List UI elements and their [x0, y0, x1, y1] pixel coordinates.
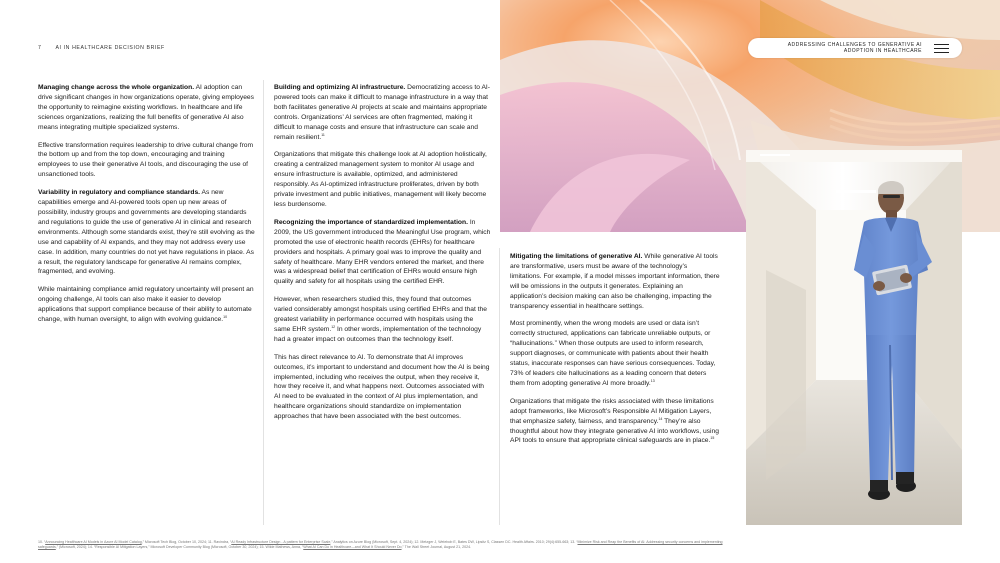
nurse-photo-svg: [746, 150, 962, 525]
nurse-with-tablet-photo: [746, 150, 962, 525]
footnote-ref-11[interactable]: 11: [321, 132, 325, 137]
section-title-pill[interactable]: [748, 38, 962, 58]
footnotes: 10. “Announcing Healthcare AI Models in Azure AI Model Catalog,” Microsoft Tech Blog, October 10, 2024; 11. Ravindra, “AI Ready Infrastructure Design - A pattern for Enterprise Scale,” Analytics on Azure Blog (Microsoft, Sept. 4, 2024); 12. Metzger J, Welebob E, Bates DW, Lipsitz S, Classen DC. Health Affairs. 2010; 29(4):655-663; 13. “Minimize Risk and Reap the Benefits of AI: Addressing security concerns and implementing safeguards,” (Microsoft, 2024); 14. “Responsible AI Mitigation Layers,” Microsoft Developer Community Blog (Microsoft, October 30, 2024); 15. Wilde Mathews, Anna, “What AI Can Do in Healthcare—and What It Should Never Do,” The Wall Street Journal, August 21, 2024.: [38, 540, 723, 550]
page-number: 7: [38, 45, 42, 51]
paragraph-effective-transformation: Effective transformation requires leadership to drive cultural change from the bottom up and from the top down, encouraging and training employees to use their generative AI tools, and discouraging the use of unsanctioned tools.: [38, 141, 254, 179]
text-column-3: [510, 252, 720, 454]
section-title-line1: ADDRESSING CHALLENGES TO GENERATIVE AI: [787, 42, 922, 48]
column-divider-2: [499, 248, 500, 525]
heading-limitations: Mitigating the limitations of generative AI.: [510, 253, 643, 260]
heading-standardized-implementation: Recognizing the importance of standardized implementation.: [274, 218, 468, 226]
paragraph-managing-change: Managing change across the whole organization. AI adoption can drive significant changes in how organizations operate, giving employees the opportunity to reimagine existing workflows. In healthcare and life sciences organizations, realizing the full benefits of generative AI also means integrating multiple specialized systems.: [38, 84, 254, 131]
paragraph-responsible-ai: Organizations that mitigate the risks associated with these limitations adopt frameworks, like Microsoft’s Responsible AI Mitigation Layers, that emphasize safety, fairness, and transparency.$^{14}$ They’re also thoughtful about how they integrate generative AI into workflows, using API tools to ensure that appropriate clinical safeguards are in place.$^{15}$: [510, 397, 719, 445]
footnote-ref-10[interactable]: 10: [223, 315, 228, 320]
hamburger-menu-icon[interactable]: [934, 44, 949, 53]
footnote-ref-12[interactable]: 12: [331, 324, 336, 329]
section-title-line2: ADOPTION IN HEALTHCARE: [843, 48, 922, 55]
paragraph-regulatory-variability: Variability in regulatory and compliance standards. As new capabilities emerge and AI-powered tools open up new areas of possibility, industry groups and governments are developing standards and regulations to guide the use of generative AI in clinical and research environments. Although some standards exist, they’re still evolving as the use and capability of AI expands, and they may not address every use case. In addition, many countries do not yet have regulations in place. As a result, the regulatory landscape for generative AI remains complex, fragmented, and evolving.: [38, 189, 255, 276]
text-column-1: [38, 83, 255, 333]
text-column-2: [274, 83, 491, 430]
paragraph-centralized-management: Organizations that mitigate this challenge look at AI adoption holistically, creating a centralized management system to monitor AI usage and ensure infrastructure is available, optimized, and administered responsibly. As AI-optimized infrastructure proliferates, driven by both private investment and public initiatives, management will likely become less burdensome.: [274, 151, 487, 208]
heading-ai-infrastructure: Building and optimizing AI infrastructure.: [274, 84, 406, 91]
column-divider-1: [263, 80, 264, 525]
paragraph-hallucinations: Most prominently, when the wrong models are used or data isn’t correctly structured, applications can fabricate unreliable outputs, or “hallucinations.” When those outputs are used to inform research, support diagnoses, or communicate with patients about their health status, inaccurate responses can have serious consequences. Today, 73% of leaders cite hallucinations as a leading concern that deters them from adopting generative AI more broadly.$^{13}$: [510, 320, 716, 387]
footnote-ref-14[interactable]: 14: [658, 416, 663, 421]
section-title: [756, 42, 922, 54]
brief-title: AI IN HEALTHCARE DECISION BRIEF: [55, 45, 165, 51]
heading-managing-change: Managing change across the whole organization.: [38, 84, 195, 91]
paragraph-compliance: While maintaining compliance amid regulatory uncertainty will present an ongoing challenge, AI tools can also make it easier to develop applications that support compliance because of their ability to automate change, with human oversight, to align with evolving guidance.$^{10}$: [38, 286, 254, 324]
footnote-ref-15[interactable]: 15: [710, 436, 715, 441]
paragraph-standardized-implementation: Recognizing the importance of standardized implementation. In 2009, the US government introduced the Meaningful Use program, which promoted the use of electronic health records (EHRs) for healthcare providers and hospitals. A primary goal was to improve the quality and safety of healthcare. Many EHR vendors entered the market, and there was a widespread belief that certification of EHRs would ensure high quality and safety for all hospitals using the certified EHR.: [274, 218, 491, 286]
footnote-ref-13[interactable]: 13: [650, 378, 655, 383]
footnote-link-11[interactable]: AI Ready Infrastructure Design - A pattern for Enterprise Scale: [231, 540, 331, 544]
paragraph-limitations: Mitigating the limitations of generative AI. While generative AI tools are transformative, users must be aware of the technology’s limitations. For example, if a model misses important information, there will be omissions in the outputs it generates. Explaining an application’s decision making can also be challenging, impacting the transparency essential in healthcare settings.: [510, 253, 720, 310]
paragraph-ehr-outcomes: However, when researchers studied this, they found that outcomes varied considerably amongst hospitals using certified EHRs and that the greatest variability in performance occurred with hospitals using the same EHR system.$^{12}$ In other words, implementation of the technology had a greater impact on outcomes than the technology itself.: [274, 296, 488, 343]
paragraph-ai-relevance: This has direct relevance to AI. To demonstrate that AI improves outcomes, it’s important to understand and document how the AI is being implemented, including who receives the output, when they receive it, how they receive it, and what happens next. Outcomes associated with AI need to be evaluated in the context of AI plus implementation, and healthcare organizations should standardize on implementation approaches that have been associated with the best outcomes.: [274, 353, 490, 421]
footnote-link-13[interactable]: Minimize Risk and Reap the Benefits of AI: Addressing security concerns and implementing safeguards: [38, 540, 723, 550]
page-header: [38, 45, 165, 51]
heading-regulatory-variability: Variability in regulatory and compliance standards.: [38, 189, 201, 197]
footnote-link-10[interactable]: Announcing Healthcare AI Models in Azure AI Model Catalog: [45, 540, 142, 544]
paragraph-ai-infrastructure: Building and optimizing AI infrastructure. Democratizing access to AI-powered tools can make it difficult to manage infrastructure in a way that both facilitates generative AI projects at scale and maintains appropriate controls. Organizations’ AI services are often fragmented, making it difficult to manage costs and ensure that infrastructure can scale and remain resilient.$^{11}$: [274, 84, 491, 141]
footnote-link-15[interactable]: What AI Can Do in Healthcare—and What It Should Never Do: [303, 545, 402, 550]
